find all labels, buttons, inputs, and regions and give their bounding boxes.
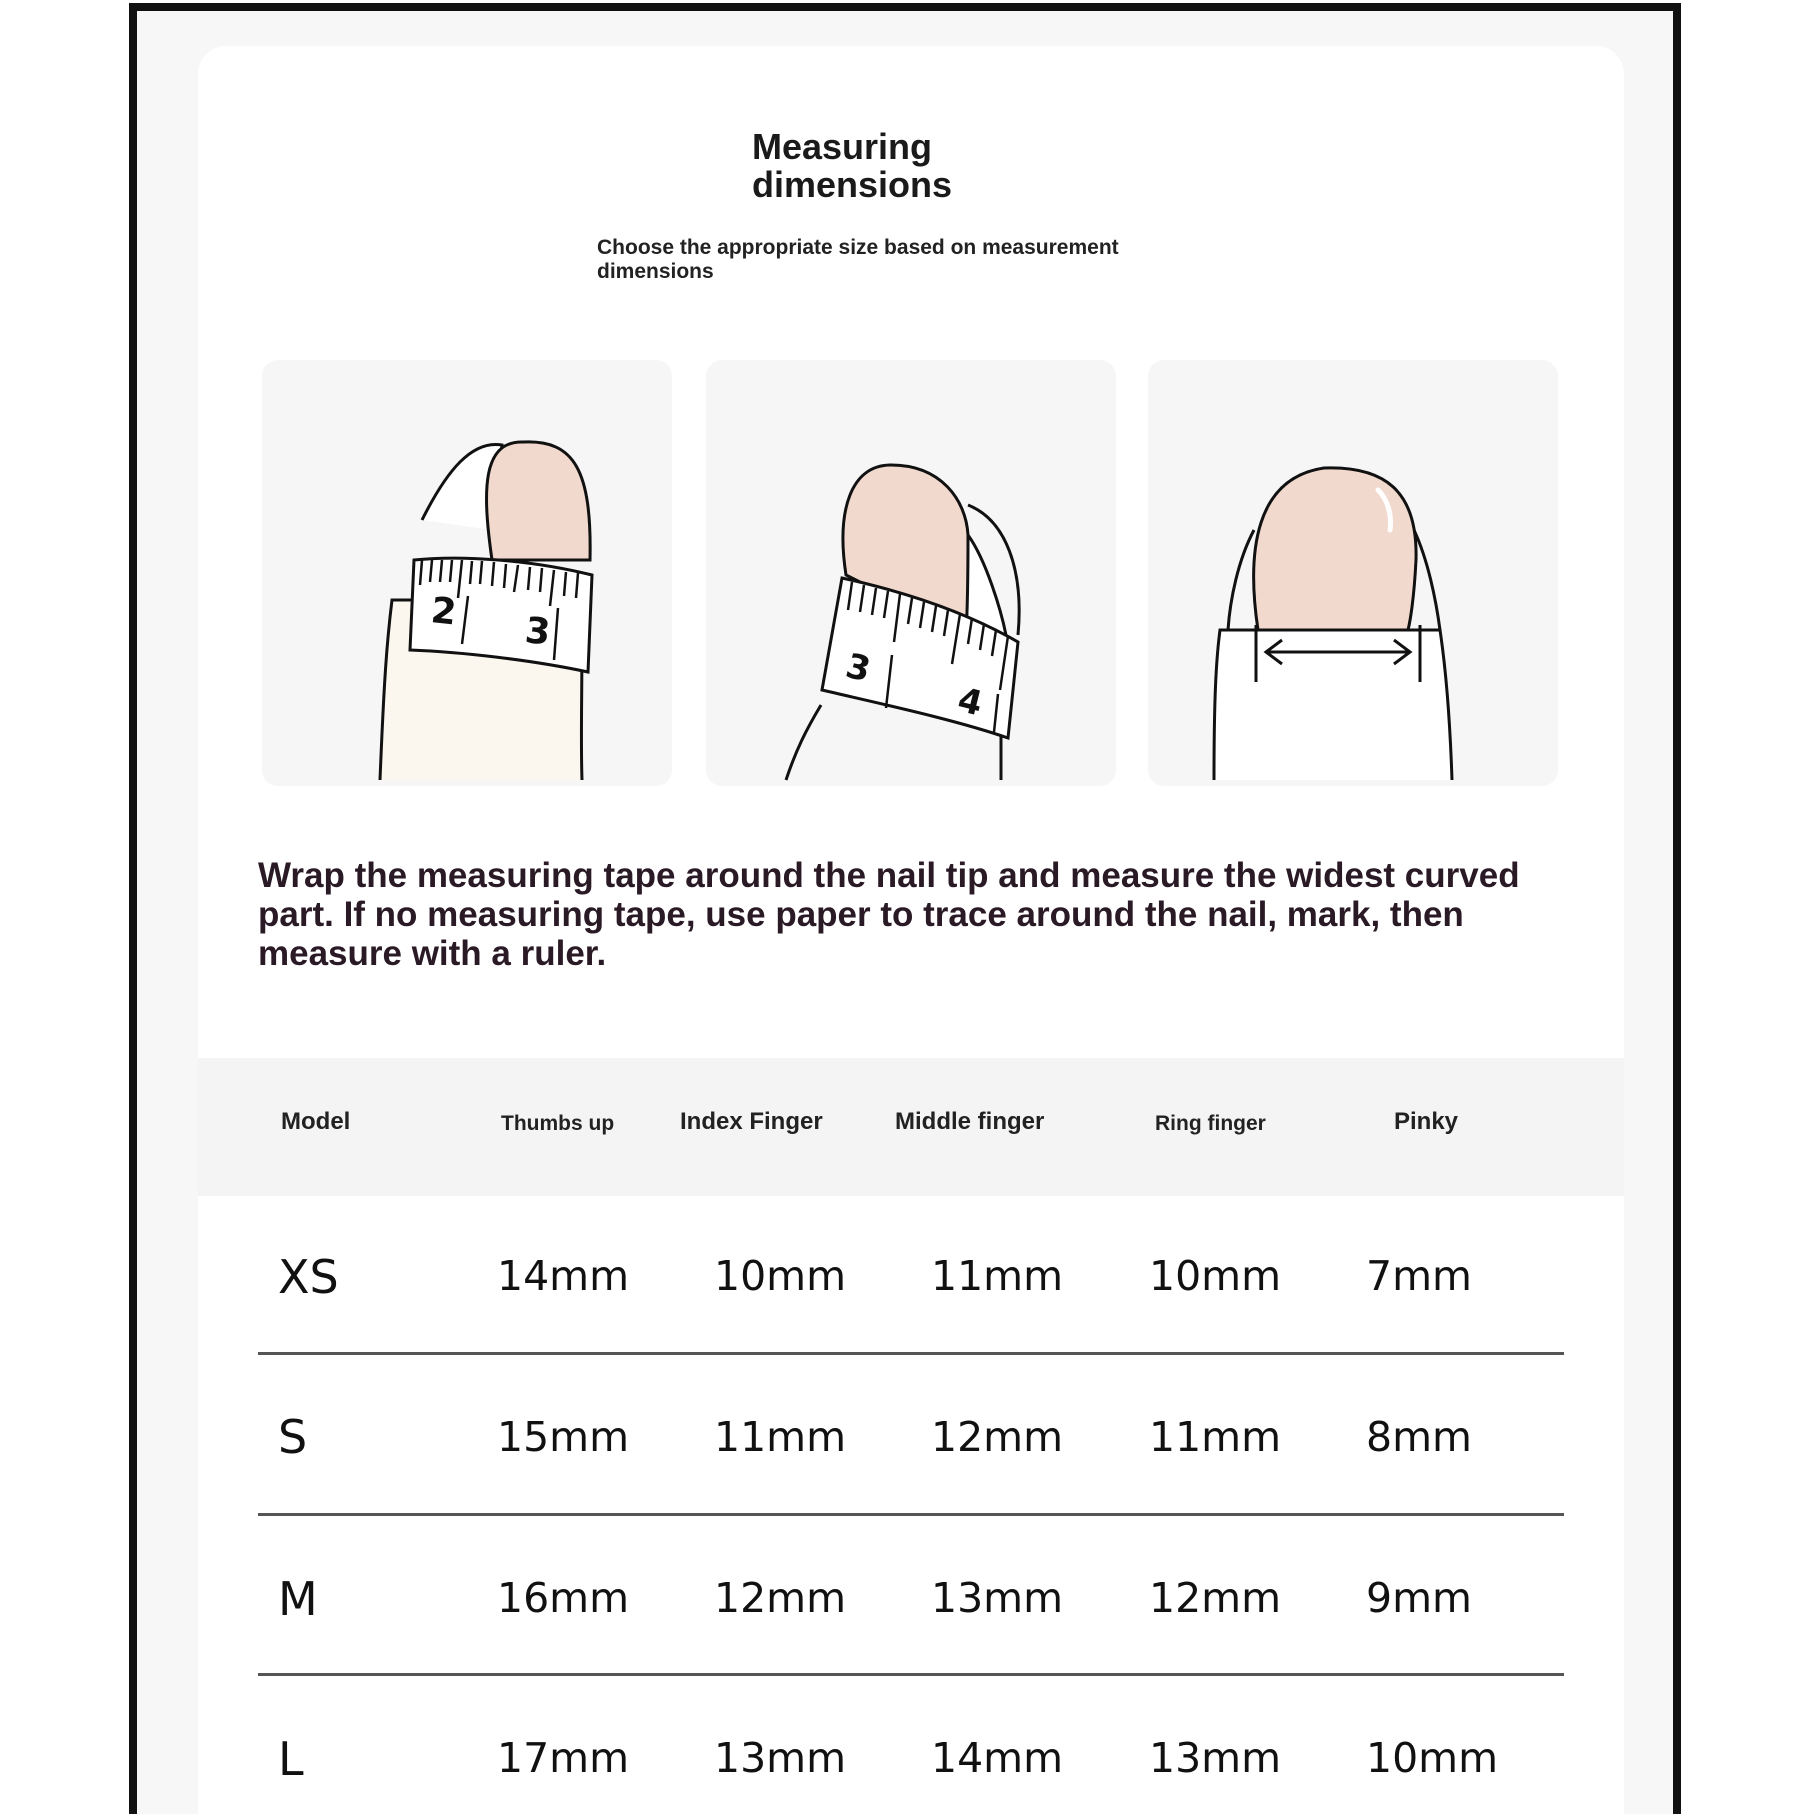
illustration-width-arrow — [1148, 360, 1558, 786]
finger-tape-side-icon — [706, 360, 1116, 786]
measurement-instruction — [258, 856, 1548, 973]
table-cell: 8mm — [1366, 1413, 1472, 1461]
table-row-m-model: M — [278, 1572, 318, 1626]
subtitle-line-1: Choose the appropriate size based on measurement — [597, 236, 1119, 259]
row-divider — [258, 1673, 1564, 1676]
row-divider — [258, 1352, 1564, 1355]
table-cell: 11mm — [714, 1413, 847, 1461]
table-cell: 10mm — [714, 1252, 847, 1300]
header-ring-finger: Ring finger — [1155, 1112, 1266, 1135]
table-row-l-model: L — [278, 1732, 304, 1786]
table-cell: 15mm — [497, 1413, 630, 1461]
tape-number-3: 3 — [523, 610, 553, 654]
table-cell: 12mm — [931, 1413, 1064, 1461]
header-thumb: Thumbs up — [501, 1112, 615, 1135]
finger-tape-front-icon — [262, 360, 672, 786]
table-cell: 9mm — [1366, 1574, 1472, 1622]
illustration-tape-side — [706, 360, 1116, 786]
table-cell: 7mm — [1366, 1252, 1472, 1300]
table-cell: 11mm — [931, 1252, 1064, 1300]
tape-number-2: 2 — [429, 590, 459, 634]
finger-width-icon — [1148, 360, 1558, 786]
table-cell: 14mm — [497, 1252, 630, 1300]
illustration-tape-front — [262, 360, 672, 786]
title-line-1: Measuring — [752, 126, 933, 167]
table-cell: 10mm — [1366, 1734, 1499, 1782]
tape-number-4: 4 — [953, 679, 987, 725]
instruction-line-1: Wrap the measuring tape around the nail tip and measure the widest curved — [258, 856, 1520, 895]
header-pinky: Pinky — [1394, 1108, 1459, 1135]
header-index-finger: Index Finger — [680, 1108, 823, 1135]
title-line-2: dimensions — [752, 164, 953, 205]
tape-number-3: 3 — [841, 645, 875, 691]
instruction-line-3: measure with a ruler. — [258, 934, 607, 973]
subtitle-line-2: dimensions — [597, 260, 714, 283]
row-divider — [258, 1513, 1564, 1516]
table-cell: 13mm — [1149, 1734, 1282, 1782]
table-cell: 14mm — [931, 1734, 1064, 1782]
page-title — [752, 128, 1092, 204]
table-row-s-model: S — [278, 1410, 308, 1464]
table-cell: 13mm — [931, 1574, 1064, 1622]
table-cell: 11mm — [1149, 1413, 1282, 1461]
table-cell: 13mm — [714, 1734, 847, 1782]
table-cell: 16mm — [497, 1574, 630, 1622]
table-row-xs-model: XS — [278, 1250, 339, 1304]
table-cell: 17mm — [497, 1734, 630, 1782]
header-middle-finger: Middle finger — [895, 1108, 1045, 1135]
table-cell: 12mm — [714, 1574, 847, 1622]
table-cell: 10mm — [1149, 1252, 1282, 1300]
table-cell: 12mm — [1149, 1574, 1282, 1622]
page-subtitle — [597, 236, 1157, 284]
instruction-line-2: part. If no measuring tape, use paper to trace around the nail, mark, then — [258, 895, 1464, 934]
header-model: Model — [281, 1108, 351, 1135]
